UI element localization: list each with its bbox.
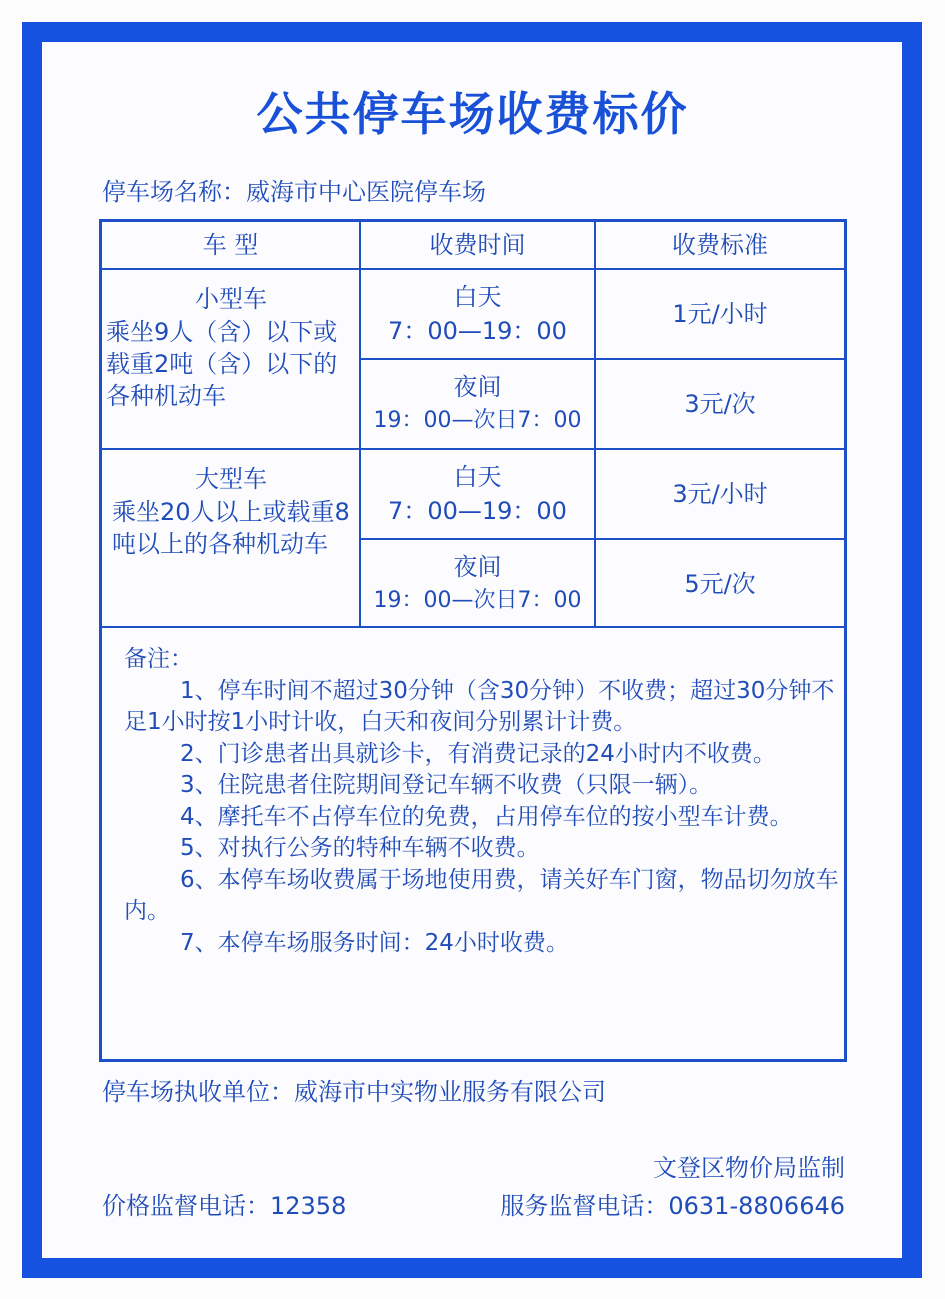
- period-name: 白天: [453, 463, 502, 491]
- period-cell: [361, 540, 594, 628]
- vehicle-desc: 乘坐20人以上或载重8吨以上的各种机动车: [112, 498, 350, 558]
- period-time: 19：00—次日7：00: [373, 588, 582, 613]
- remark-item: 3、住院患者住院期间登记车辆不收费（只限一辆）。: [180, 772, 713, 798]
- operator: 停车场执收单位：威海市中实物业服务有限公司: [102, 1078, 606, 1106]
- remark-item: 5、对执行公务的特种车辆不收费。: [180, 835, 540, 861]
- period-cell: [361, 450, 594, 538]
- period-time: 19：00—次日7：00: [373, 408, 582, 433]
- remark-item: 4、摩托车不占停车位的免费，占用停车位的按小型车计费。: [180, 803, 793, 830]
- period-cell: [361, 360, 594, 448]
- remark-item: 7、本停车场服务时间：24小时收费。: [180, 929, 569, 956]
- period-cell: [361, 270, 594, 358]
- period-name: 白天: [453, 283, 502, 311]
- rate-cell: 3元/次: [684, 390, 756, 418]
- period-time: 7：00—19：00: [388, 497, 567, 525]
- vehicle-name: 小型车: [195, 285, 267, 313]
- header-vehicle-type: 车 型: [202, 231, 259, 259]
- price-hotline: 价格监督电话：12358: [102, 1192, 347, 1220]
- remark-item: 1、停车时间不超过30分钟（含30分钟）不收费；超过30分钟不足1小时按1小时计收，白天和夜间分别累计计费。: [124, 677, 835, 735]
- header-time: 收费时间: [429, 231, 526, 259]
- header-rate: 收费标准: [672, 231, 768, 259]
- period-name: 夜间: [453, 373, 502, 401]
- vehicle-small: [106, 282, 356, 442]
- remarks-label: 备注：: [124, 646, 193, 672]
- remark-item: 6、本停车场收费属于场地使用费，请关好车门窗，物品切勿放车内。: [124, 866, 839, 924]
- service-hotline: 服务监督电话：0631-8806646: [500, 1192, 845, 1220]
- remarks: [124, 644, 844, 959]
- period-time: 7：00—19：00: [388, 317, 567, 345]
- vehicle-large: [106, 462, 356, 622]
- rate-cell: 5元/次: [684, 570, 756, 598]
- vehicle-desc: 乘坐9人（含）以下或载重2吨（含）以下的各种机动车: [106, 318, 338, 410]
- fee-table: [99, 219, 847, 1062]
- lot-name: 停车场名称：威海市中心医院停车场: [102, 178, 486, 206]
- rate-cell: 1元/小时: [672, 300, 768, 328]
- remark-item: 2、门诊患者出具就诊卡，有消费记录的24小时内不收费。: [180, 740, 776, 767]
- rate-cell: 3元/小时: [672, 480, 768, 508]
- supervisor: 文登区物价局监制: [653, 1154, 845, 1182]
- period-name: 夜间: [453, 553, 502, 581]
- vehicle-name: 大型车: [195, 465, 267, 493]
- sign-title: 公共停车场收费标价: [256, 87, 689, 141]
